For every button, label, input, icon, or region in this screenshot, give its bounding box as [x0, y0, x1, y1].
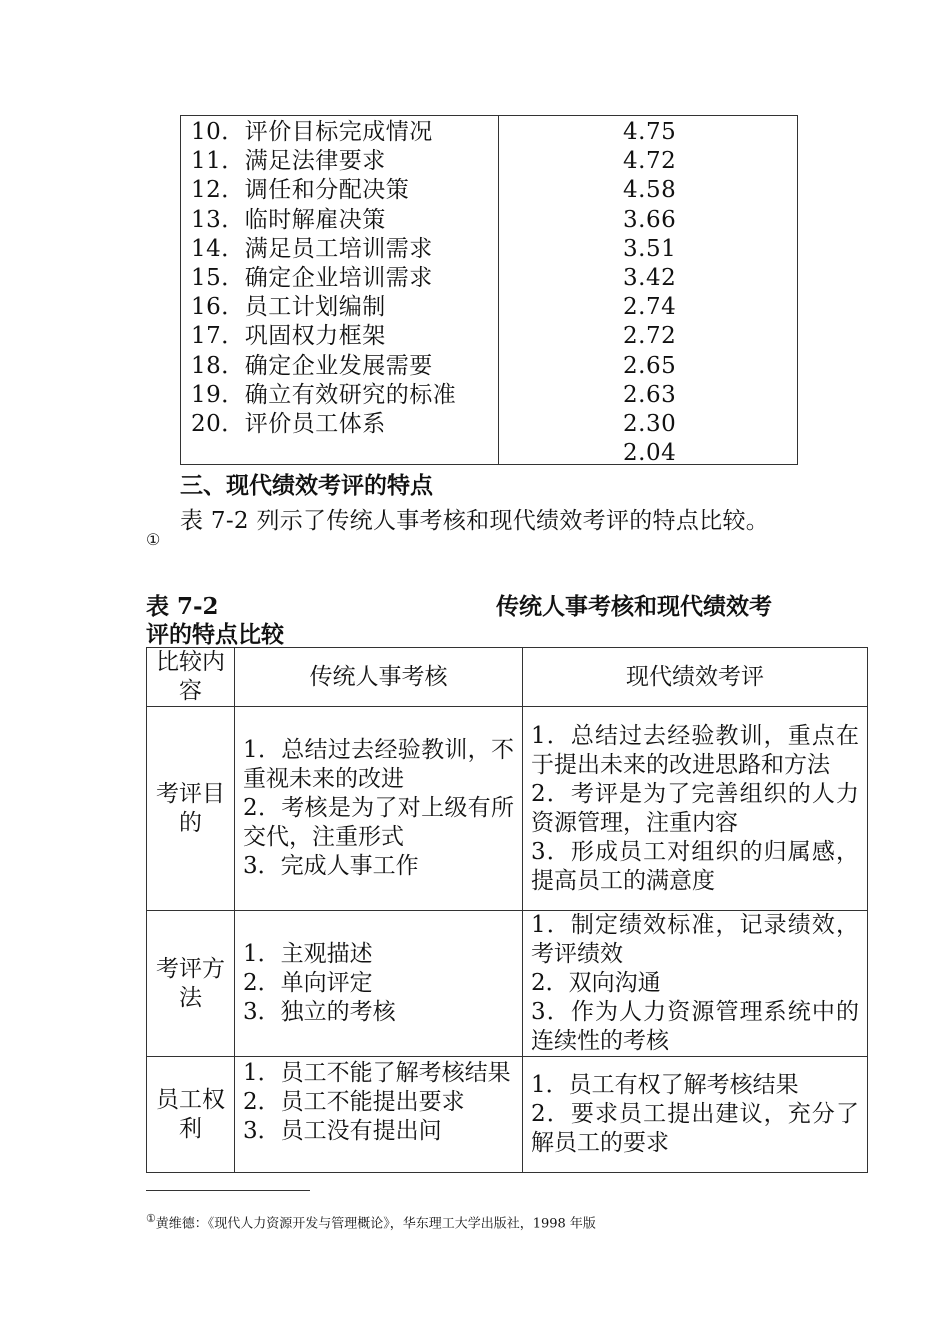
criteria-item: 12．调任和分配决策	[191, 177, 410, 204]
cell-item: 2．双向沟通	[531, 970, 661, 996]
score-value: 4.72	[623, 148, 677, 175]
row-label: 员工权利	[147, 1057, 235, 1173]
criteria-item: 15．确定企业培训需求	[191, 264, 433, 291]
cell-item: 2．考评是为了完善组织的人力资源管理，注重内容	[531, 780, 859, 836]
criteria-item: 17．巩固权力框架	[191, 323, 386, 350]
criteria-score-table	[180, 115, 798, 465]
cell-item: 1．员工不能了解考核结果	[243, 1060, 511, 1086]
cell-item: 2．单向评定	[243, 970, 373, 996]
criteria-item: 18．确定企业发展需要	[191, 352, 433, 379]
score-value: 2.74	[623, 294, 677, 321]
score-value: 3.42	[623, 264, 677, 291]
score-value: 2.65	[623, 352, 677, 379]
criteria-item: 10．评价目标完成情况	[191, 119, 433, 145]
cell-item: 3．独立的考核	[243, 999, 396, 1025]
traditional-cell	[235, 1057, 523, 1173]
score-value: 2.04	[623, 440, 677, 467]
cell-item: 1．员工有权了解考核结果	[531, 1072, 799, 1098]
table-caption-number: 表 7-2	[146, 593, 219, 620]
cell-item: 1．制定绩效标准，记录绩效，考评绩效	[531, 912, 859, 967]
cell-item: 1．总结过去经验教训，不重视未来的改进	[243, 737, 514, 792]
score-value: 4.75	[623, 119, 677, 145]
row-label: 考评目的	[147, 707, 235, 911]
criteria-item: 19．确立有效研究的标准	[191, 381, 457, 408]
score-value: 2.63	[623, 381, 677, 408]
criteria-item: 20．评价员工体系	[191, 410, 386, 437]
header-cell: 现代绩效考评	[523, 648, 868, 707]
criteria-item: 13．临时解雇决策	[191, 206, 386, 233]
score-value: 3.66	[623, 206, 677, 233]
modern-cell	[523, 911, 868, 1057]
cell-item: 3．完成人事工作	[243, 853, 419, 879]
header-cell: 传统人事考核	[235, 648, 523, 707]
modern-cell	[523, 1057, 868, 1173]
footnote-mark: ①	[146, 1212, 156, 1225]
comparison-table	[146, 647, 868, 1173]
cell-item: 2．考核是为了对上级有所交代，注重形式	[243, 795, 514, 850]
score-value: 3.51	[623, 235, 677, 262]
criteria-item: 14．满足员工培训需求	[191, 235, 433, 262]
intro-paragraph: 表 7-2 列示了传统人事考核和现代绩效考评的特点比较。	[180, 508, 770, 534]
table-caption-title: 传统人事考核和现代绩效考	[496, 593, 772, 620]
traditional-cell	[235, 911, 523, 1057]
cell-item: 1．主观描述	[243, 941, 373, 967]
cell-item: 1．总结过去经验教训，重点在于提出未来的改进思路和方法	[531, 722, 859, 778]
table-row	[147, 1057, 868, 1173]
table-row	[147, 707, 868, 911]
cell-item: 2．员工不能提出要求	[243, 1089, 465, 1115]
score-value: 2.72	[623, 323, 677, 350]
score-list	[623, 118, 676, 468]
criteria-item: 16．员工计划编制	[191, 294, 386, 321]
footnote-reference[interactable]: ①	[146, 530, 161, 549]
score-value: 2.30	[623, 410, 677, 437]
traditional-cell	[235, 707, 523, 911]
table-row	[147, 911, 868, 1057]
cell-item: 3．员工没有提出问	[243, 1118, 442, 1144]
row-label: 考评方法	[147, 911, 235, 1057]
criteria-list	[191, 118, 456, 439]
cell-item: 2．要求员工提出建议，充分了解员工的要求	[531, 1101, 859, 1156]
criteria-item: 11．满足法律要求	[191, 148, 386, 175]
footnote	[146, 1210, 596, 1233]
table-header-row	[147, 648, 868, 707]
score-value: 4.58	[623, 177, 677, 204]
footnote-text: 黄维德：《现代人力资源开发与管理概论》，华东理工大学出版社，1998 年版	[155, 1216, 596, 1232]
header-cell: 比较内容	[147, 648, 235, 707]
cell-item: 3．形成员工对组织的归属感，提高员工的满意度	[531, 838, 859, 894]
table-caption-title-continued: 评的特点比较	[146, 621, 284, 648]
column-divider	[498, 116, 499, 464]
footnote-separator	[146, 1190, 310, 1191]
cell-item: 3．作为人力资源管理系统中的连续性的考核	[531, 999, 859, 1054]
section-heading: 三、现代绩效考评的特点	[180, 472, 433, 499]
modern-cell	[523, 707, 868, 911]
